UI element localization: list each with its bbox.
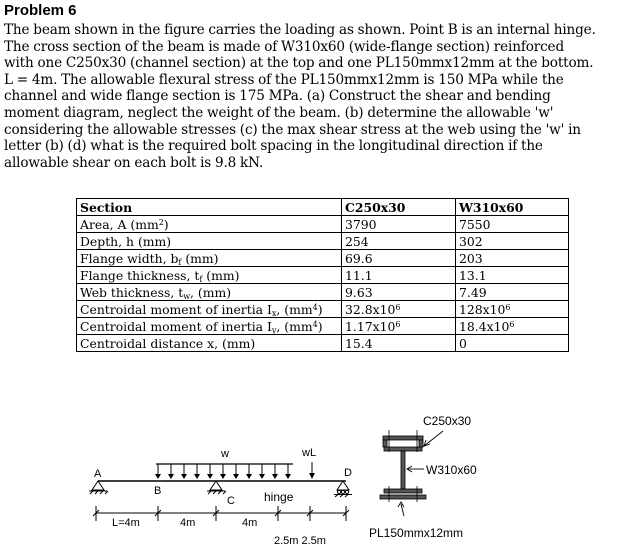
statement-line: considering the allowable stresses (c) the max shear stress at the web using the 'w' in	[4, 121, 581, 138]
load-w-label: w	[221, 448, 229, 460]
point-load-arrow	[309, 462, 315, 479]
wf-value: 0	[456, 335, 569, 352]
channel-value: 11.1	[342, 267, 456, 284]
header-wide-flange: W310x60	[456, 199, 569, 216]
dim-2.5m-label: 2.5m 2.5m	[274, 535, 326, 547]
dim-4m-label: 4m	[242, 517, 258, 529]
channel-value: 254	[342, 233, 456, 250]
statement-line: The beam shown in the figure carries the loading as shown. Point B is an internal hinge.	[4, 22, 596, 38]
wf-value: 203	[456, 250, 569, 267]
pin-support-A	[89, 481, 108, 494]
wf-value: $128x10^6$	[456, 301, 569, 318]
dim-4m-label: 4m	[180, 517, 196, 529]
channel-value: 69.6	[342, 250, 456, 267]
statement-line: with one C250x30 (channel section) at the top and one PL150mmx12mm at the bottom.	[4, 55, 594, 72]
header-channel: C250x30	[342, 199, 456, 216]
wide-flange-label: W310x60	[426, 463, 477, 477]
roller-support-D	[334, 481, 352, 497]
dim-L-label: L=4m	[112, 517, 140, 529]
row-label: Flange width, $b_f$ (mm)	[77, 250, 342, 267]
point-B-label: B	[154, 485, 162, 497]
channel-value: $32.8x10^6$	[342, 301, 456, 318]
row-label: Centroidal moment of inertia $I_x$, $(mm^4)$	[77, 301, 342, 318]
problem-title: Problem 6	[4, 2, 77, 19]
statement-line: allowable shear on each bolt is 9.8 kN.	[4, 154, 264, 171]
plate-label: PL150mmx12mm	[369, 526, 464, 540]
channel-value: 15.4	[342, 335, 456, 352]
channel-value: 3790	[342, 216, 456, 233]
point-D-label: D	[344, 467, 352, 479]
row-label: Area, A $(mm^2)$	[77, 216, 342, 233]
row-label: Depth, h (mm)	[77, 233, 342, 250]
wf-value: 13.1	[456, 267, 569, 284]
wf-value: 7.49	[456, 284, 569, 301]
channel-value: 9.63	[342, 284, 456, 301]
wf-value: $18.4x10^6$	[456, 318, 569, 335]
statement-line: channel and wide flange section is 175 MPa. (a) Construct the shear and bending	[4, 88, 551, 105]
distributed-load	[155, 464, 293, 479]
point-A-label: A	[94, 468, 102, 480]
row-label: Centroidal moment of inertia $I_y$, $(mm^4)$	[77, 318, 342, 335]
row-label: Web thickness, $t_w$, (mm)	[77, 284, 342, 301]
statement-line: The cross section of the beam is made of W310x60 (wide-flange section) reinforced	[4, 38, 565, 55]
wf-value: 302	[456, 233, 569, 250]
row-label: Flange thickness, $t_f$ (mm)	[77, 267, 342, 284]
statement-line: moment diagram, neglect the weight of the beam. (b) determine the allowable 'w'	[4, 104, 554, 121]
row-label: Centroidal distance x, (mm)	[77, 335, 342, 352]
point-C-label: C	[227, 495, 235, 507]
header-section: Section	[77, 199, 342, 216]
statement-line: L = 4m. The allowable flexural stress of the PL150mmx12mm is 150 MPa while the	[4, 71, 564, 88]
channel-value: $1.17x10^6$	[342, 318, 456, 335]
wf-value: 7550	[456, 216, 569, 233]
cross-section	[380, 430, 426, 502]
statement-line: letter (b) (d) what is the required bolt spacing in the longitudinal direction if the	[4, 138, 543, 155]
hinge-label: hinge	[264, 490, 294, 504]
load-wL-label: wL	[302, 447, 317, 459]
pin-support-C	[207, 481, 226, 494]
channel-label: C250x30	[423, 414, 472, 428]
